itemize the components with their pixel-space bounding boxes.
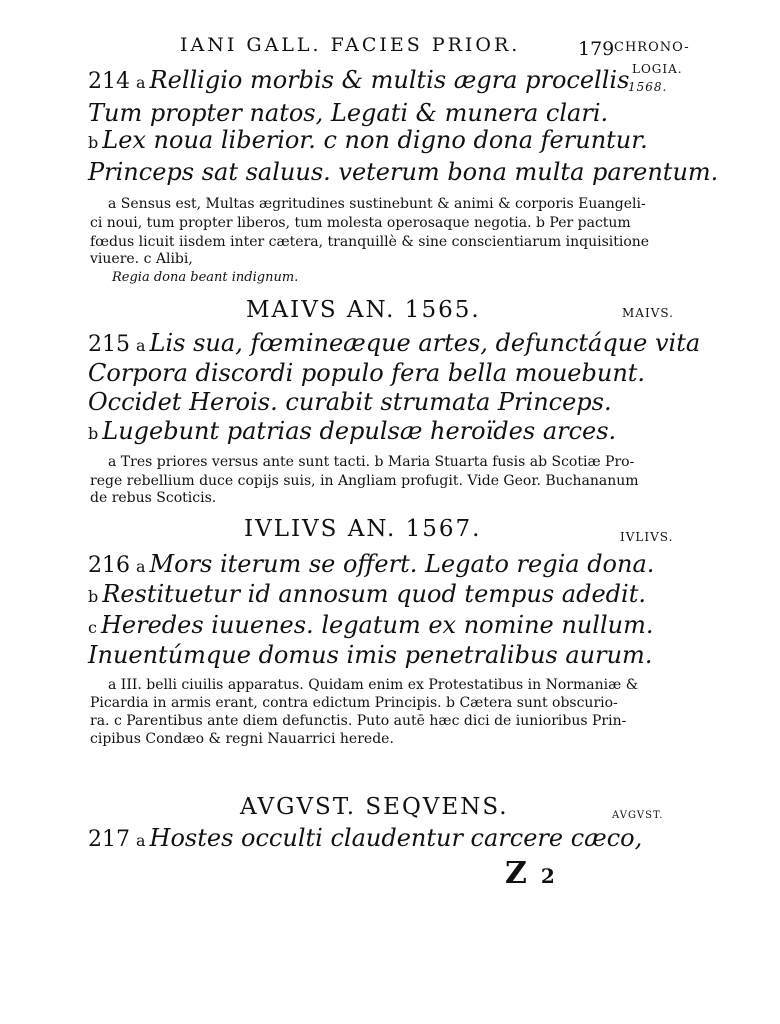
- verse-line: [88, 331, 700, 356]
- verse-text: Heredes iuuenes. legatum ex nomine nullum.: [100, 611, 654, 639]
- verse-text: Princeps sat saluus. veterum bona multa parentum.: [88, 158, 719, 186]
- note-mark: b: [88, 587, 99, 606]
- page-number: 179: [578, 38, 615, 60]
- signature-mark: [505, 856, 555, 891]
- note-line: Regia dona beant indignum.: [112, 270, 299, 285]
- section-heading: IVLIVS AN. 1567.: [244, 516, 482, 542]
- verse-line: [88, 68, 629, 93]
- signature-number: 2: [540, 864, 555, 888]
- verse-text: Tum propter natos, Legati & munera clari.: [88, 99, 609, 127]
- verse-number: 214: [88, 69, 130, 94]
- verse-line: [88, 101, 608, 125]
- note-line: viuere. c Alibi,: [90, 251, 193, 267]
- note-line: cipibus Condæo & regni Nauarrici herede.: [90, 731, 394, 747]
- side-label-year: 1568.: [628, 80, 668, 94]
- verse-line: [88, 613, 653, 637]
- section-heading: AVGVST. SEQVENS.: [240, 794, 509, 820]
- note-line: ci noui, tum propter liberos, tum molesta operosaque negotia. b Per pactum: [90, 215, 631, 231]
- note-line: a Tres priores versus ante sunt tacti. b Maria Stuarta fusis ab Scotiæ Pro-: [108, 454, 635, 470]
- verse-line: [88, 826, 642, 851]
- verse-number: 217: [88, 827, 130, 852]
- verse-text: Relligio morbis & multis ægra procellis: [149, 66, 630, 94]
- side-label-chronologia-1: CHRONO-: [614, 40, 690, 55]
- note-line: a Sensus est, Multas ægritudines sustinebunt & animi & corporis Euangeli-: [108, 196, 646, 212]
- note-line: Picardia in armis erant, contra edictum Principis. b Cætera sunt obscurio-: [90, 695, 618, 711]
- side-label: IVLIVS.: [620, 530, 674, 544]
- section-heading: MAIVS AN. 1565.: [246, 297, 481, 323]
- note-mark: a: [136, 336, 146, 355]
- verse-text: Occidet Herois. curabit strumata Princeps.: [88, 388, 612, 416]
- note-mark: a: [136, 557, 146, 576]
- verse-text: Lis sua, fœmineæque artes, defunctáque vita: [149, 329, 701, 357]
- signature-letter: Z: [505, 856, 527, 891]
- running-title: IANI GALL. FACIES PRIOR.: [180, 34, 521, 56]
- verse-text: Mors iterum se offert. Legato regia dona.: [149, 550, 655, 578]
- note-line: de rebus Scoticis.: [90, 490, 217, 506]
- verse-line: [88, 582, 646, 606]
- side-label: AVGVST.: [612, 810, 664, 821]
- note-mark: a: [136, 73, 146, 92]
- verse-text: Lugebunt patrias depulsæ heroïdes arces.: [102, 417, 617, 445]
- verse-text: Hostes occulti claudentur carcere cæco,: [149, 824, 643, 852]
- verse-text: Restituetur id annosum quod tempus adedit.: [102, 580, 646, 608]
- verse-line: [88, 160, 718, 184]
- side-label-chronologia-2: LOGIA.: [632, 62, 683, 76]
- verse-line: [88, 361, 645, 385]
- verse-line: [88, 128, 648, 152]
- verse-line: [88, 419, 616, 443]
- verse-text: Corpora discordi populo fera bella mouebunt.: [88, 359, 646, 387]
- note-mark: b: [88, 133, 99, 152]
- note-line: fœdus licuit iisdem inter cætera, tranquillè & sine conscientiarum inquisitione: [90, 234, 650, 250]
- note-mark: b: [88, 424, 99, 443]
- verse-line: [88, 552, 654, 577]
- note-mark: a: [136, 831, 146, 850]
- verse-line: [88, 643, 652, 667]
- verse-number: 215: [88, 332, 130, 357]
- verse-text: Lex noua liberior. c non digno dona feruntur.: [102, 126, 648, 154]
- note-line: rege rebellium duce copijs suis, in Angliam profugit. Vide Geor. Buchananum: [90, 473, 639, 489]
- side-label: MAIVS.: [622, 306, 674, 320]
- note-line: a III. belli ciuilis apparatus. Quidam enim ex Protestatibus in Normaniæ &: [108, 677, 639, 693]
- note-line: ra. c Parentibus ante diem defunctis. Puto autē hæc dici de iunioribus Prin-: [90, 713, 627, 729]
- verse-text: Inuentúmque domus imis penetralibus aurum.: [88, 641, 653, 669]
- verse-number: 216: [88, 553, 130, 578]
- verse-line: [88, 390, 612, 414]
- note-mark: c: [88, 618, 97, 637]
